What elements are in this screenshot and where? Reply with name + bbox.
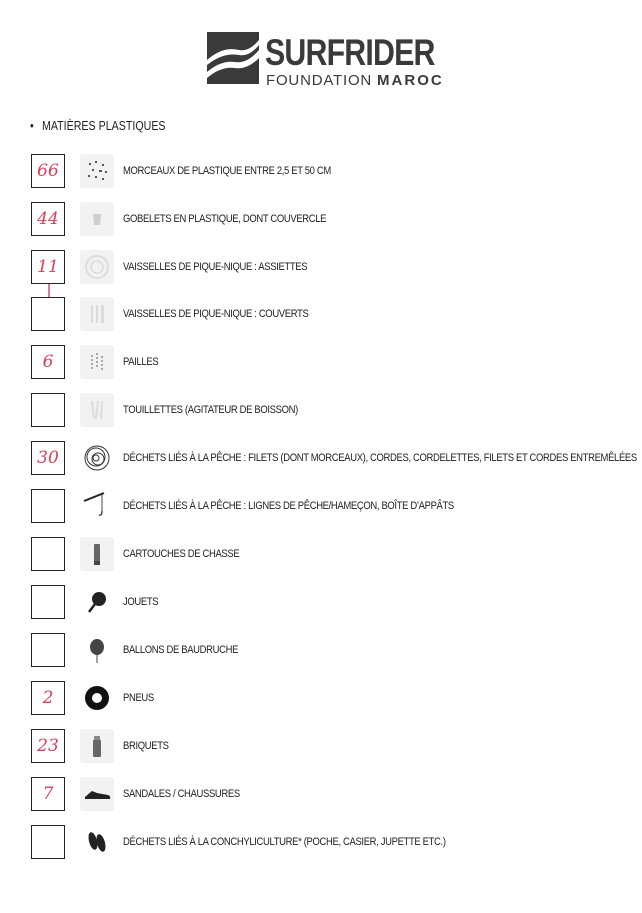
list-item — [0, 250, 642, 290]
count-box[interactable] — [31, 633, 65, 667]
stirrer-icon — [80, 393, 114, 427]
count-box[interactable] — [31, 154, 65, 188]
count-box[interactable] — [31, 250, 65, 284]
item-label: SANDALES / CHAUSSURES — [123, 788, 240, 800]
list-item — [0, 729, 642, 769]
count-box[interactable] — [31, 297, 65, 331]
list-item — [0, 585, 642, 625]
item-label: VAISSELLES DE PIQUE-NIQUE : ASSIETTES — [123, 261, 308, 273]
shoe-icon — [80, 777, 114, 811]
cartridge-icon — [80, 537, 114, 571]
count-box[interactable] — [31, 489, 65, 523]
item-label: DÉCHETS LIÉS À LA PÊCHE : LIGNES DE PÊCHE/HAMEÇON, BOÎTE D’APPÂTS — [123, 500, 454, 512]
brand-subtitle — [266, 72, 444, 89]
toy-icon — [80, 585, 114, 619]
list-item — [0, 154, 642, 194]
tire-icon — [80, 681, 114, 715]
item-label: PNEUS — [123, 692, 154, 704]
count-box[interactable] — [31, 825, 65, 859]
count-value: 44 — [37, 209, 59, 229]
list-item — [0, 825, 642, 865]
fishing-net-icon — [80, 441, 114, 475]
balloon-icon — [80, 633, 114, 667]
count-value: 11 — [37, 257, 59, 277]
count-box[interactable] — [31, 681, 65, 715]
list-item — [0, 777, 642, 817]
straws-icon — [80, 345, 114, 379]
item-label: BALLONS DE BAUDRUCHE — [123, 644, 239, 656]
count-value: 23 — [37, 736, 59, 756]
list-item — [0, 297, 642, 337]
surfrider-logo — [207, 32, 444, 92]
item-label: VAISSELLES DE PIQUE-NIQUE : COUVERTS — [123, 308, 309, 320]
item-label: TOUILLETTES (AGITATEUR DE BOISSON) — [123, 404, 298, 416]
list-item — [0, 202, 642, 242]
count-box[interactable] — [31, 537, 65, 571]
wave-logo-icon — [207, 32, 259, 84]
plastic-cup-icon — [80, 202, 114, 236]
count-box[interactable] — [31, 393, 65, 427]
count-value: 7 — [42, 784, 54, 804]
brand-sub-bold: MAROC — [377, 72, 444, 89]
cutlery-icon — [80, 297, 114, 331]
count-value: 30 — [37, 448, 59, 468]
plastic-fragments-icon — [80, 154, 114, 188]
list-item — [0, 441, 642, 481]
item-label: CARTOUCHES DE CHASSE — [123, 548, 240, 560]
count-box[interactable] — [31, 585, 65, 619]
plate-icon — [80, 250, 114, 284]
count-box[interactable] — [31, 441, 65, 475]
item-label: PAILLES — [123, 356, 159, 368]
count-box[interactable] — [31, 202, 65, 236]
list-item — [0, 345, 642, 385]
lighter-icon — [80, 729, 114, 763]
item-label: MORCEAUX DE PLASTIQUE ENTRE 2,5 ET 50 CM — [123, 165, 331, 177]
item-label: JOUETS — [123, 596, 159, 608]
list-item — [0, 489, 642, 529]
brand-title: SURFRIDER — [265, 32, 435, 73]
list-item — [0, 537, 642, 577]
fishing-line-icon — [80, 489, 114, 523]
count-box[interactable] — [31, 345, 65, 379]
list-item — [0, 681, 642, 721]
count-box[interactable] — [31, 777, 65, 811]
shellfish-icon — [80, 825, 114, 859]
count-value: 66 — [37, 161, 59, 181]
list-item — [0, 393, 642, 433]
item-label: DÉCHETS LIÉS À LA CONCHYLICULTURE* (POCHE, CASIER, JUPETTE ETC.) — [123, 836, 446, 848]
item-label: DÉCHETS LIÉS À LA PÊCHE : FILETS (DONT MORCEAUX), CORDES, CORDELETTES, FILETS ET CORDES ENTREMÊLÉES — [123, 452, 637, 464]
item-label: BRIQUETS — [123, 740, 169, 752]
count-value: 6 — [42, 352, 54, 372]
item-label: GOBELETS EN PLASTIQUE, DONT COUVERCLE — [123, 213, 327, 225]
count-box[interactable] — [31, 729, 65, 763]
brand-sub-light: FOUNDATION — [266, 72, 373, 89]
bullet: • — [30, 118, 34, 133]
section-title: MATIÈRES PLASTIQUES — [41, 118, 166, 133]
count-value: 2 — [42, 688, 54, 708]
section-heading — [30, 118, 166, 133]
list-item — [0, 633, 642, 673]
